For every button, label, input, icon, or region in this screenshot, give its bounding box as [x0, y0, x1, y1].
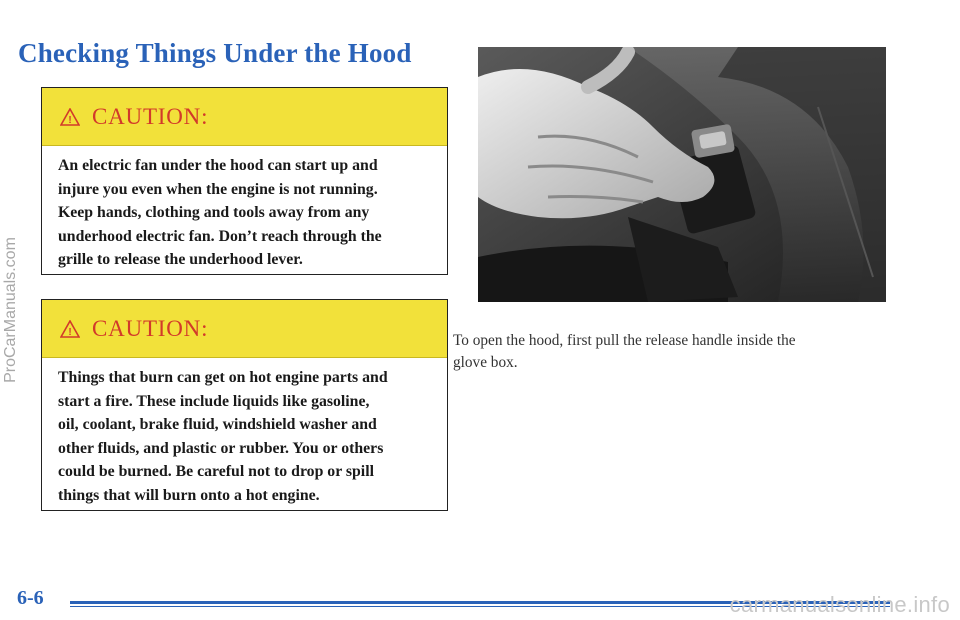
- caution-line: things that will burn onto a hot engine.: [58, 486, 320, 504]
- caution-line: Keep hands, clothing and tools away from any: [58, 204, 370, 221]
- caution-header: [42, 88, 447, 146]
- side-watermark-text: ProCarManuals.com: [2, 237, 19, 383]
- caution-text: [42, 358, 447, 507]
- caution-line: grille to release the underhood lever.: [58, 251, 303, 268]
- bottom-watermark: carmanualsonline.info: [729, 592, 950, 617]
- caution-line: could be burned. Be careful not to drop or spill: [58, 463, 374, 480]
- caution-line: underhood electric fan. Don’t reach through the: [58, 227, 382, 245]
- caution-line: oil, coolant, brake fluid, windshield washer and: [58, 416, 377, 433]
- photo-caption: [453, 330, 893, 374]
- caution-text: [42, 146, 447, 272]
- caution-box-fan: [41, 87, 448, 275]
- caution-label: CAUTION:: [92, 315, 209, 341]
- caution-line: An electric fan under the hood can start up and: [58, 157, 378, 174]
- hood-release-illustration: [478, 47, 886, 302]
- svg-text:!: !: [68, 326, 72, 338]
- caption-line: To open the hood, first pull the release handle inside the: [453, 332, 796, 349]
- caution-line: injure you even when the engine is not running.: [58, 180, 378, 198]
- side-watermark: [0, 170, 22, 450]
- svg-text:!: !: [68, 114, 72, 126]
- caution-box-fire: [41, 299, 448, 511]
- page-title: Checking Things Under the Hood: [18, 38, 412, 68]
- warning-triangle-icon: [60, 108, 80, 126]
- caption-line: glove box.: [453, 354, 518, 371]
- caution-line: other fluids, and plastic or rubber. You or others: [58, 439, 384, 457]
- page-number: 6-6: [17, 587, 44, 609]
- caution-line: Things that burn can get on hot engine parts and: [58, 369, 388, 386]
- caution-label: CAUTION:: [92, 103, 209, 129]
- caution-line: start a fire. These include liquids like gasoline,: [58, 392, 370, 410]
- hood-release-photo: [478, 47, 886, 302]
- warning-triangle-icon: [60, 320, 80, 338]
- caution-header: [42, 300, 447, 358]
